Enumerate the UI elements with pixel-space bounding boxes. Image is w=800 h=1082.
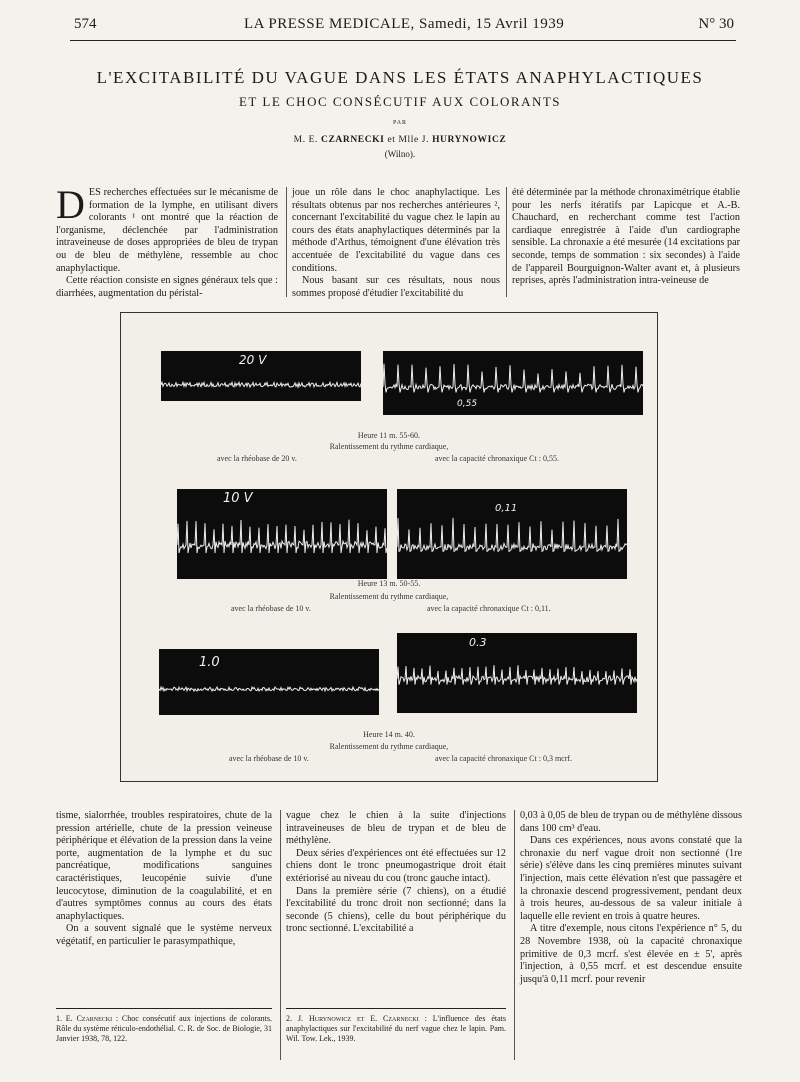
authors-prefix: M. E. [293,135,319,145]
cardiogram-trace-1b [383,351,643,415]
drop-cap: D [56,182,85,227]
trace-label: 0.3 [469,636,487,649]
caption-time: Heure 14 m. 40. [363,730,415,739]
caption-chronaxie: avec la capacité chronaxique Ct : 0,11. [427,604,551,613]
bottom-col1-paragraph-1: tisme, sialorrhée, troubles respiratoires, chute de la pression artérielle, chute de la pression veineuse périphérique et élévation de la pression dans la veine porte, augmentation de la lymphe et du suc pancréatique, modifications sanguines caractéristiques, leucopénie suivie d'une leucocytose, diminution de la coagulabilité, et en d'autres symptômes connus au cours des états anaphylactiques. [56,810,272,922]
caption-slowdown: Ralentissement du rythme cardiaque, [329,592,449,601]
cardiogram-line [161,382,361,387]
footnote-rule [286,1008,506,1009]
cardiogram-trace-1a [161,351,361,401]
caption-rheobase: avec la rhéobase de 10 v. [229,754,309,763]
page-number: 574 [74,16,97,32]
footnote-1-number: 1. E. [56,1014,73,1023]
figure-cardiograms [120,312,658,782]
cardiogram-trace-2a [177,489,387,579]
top-col2-paragraph-1: joue un rôle dans le choc anaphylactique. Les résultats obtenus par nos recherches antérieures ², concernant l'excitabilité du vague chez le lapin au cours des états anaphylactiques déterminés par la méthode d'Arthus, témoignent d'une élévation très accentuée de l'excitabilité du vague dans ces conditions. [292,187,500,274]
footnote-2 [286,1014,506,1044]
footnote-2-authors: Hurynowicz et E. Czarnecki [308,1014,419,1023]
article-title-line1: L'EXCITABILITÉ DU VAGUE DANS LES ÉTATS ANAPHYLACTIQUES [96,68,704,87]
top-col3-paragraph-1: été déterminée par la méthode chronaximétrique établie pour les nerfs itératifs par Lapicque et A.-B. Chauchard, en recherchant comme test l'action cardiaque enregistrée à l'aide d'un cardiographe sensible. La chronaxie a été mesurée (14 excitations par seconde, temps de sommation : six secondes) à l'aide de l'appareil Bourguignon-Walter avant et, à plusieurs reprises, après l'administration intra-veineuse de [512,187,740,287]
bottom-col1-paragraph-2: On a souvent signalé que le système nerveux végétatif, en particulier le parasympathique, [56,923,272,947]
footnote-1 [56,1014,272,1044]
top-col1-paragraph-2: Cette réaction consiste en signes généraux tels que : diarrhées, augmentation du péristal- [56,275,278,299]
caption-time: Heure 11 m. 55-60. [357,431,421,440]
column-divider [506,187,507,297]
bottom-col2-paragraph-3: Dans la première série (7 chiens), on a étudié l'excitabilité du tronc droit non sectionné; dans la seconde (5 chiens), celle du bout périphérique du tronc sectionné. L'excitabilité a [286,885,506,935]
trace-label: 1.0 [199,655,220,670]
column-divider [514,810,515,1060]
cardiogram-line [397,518,627,551]
trace-label: 20 V [239,353,267,367]
by-label: PAR [392,120,408,126]
running-header [74,16,734,36]
cardiogram-trace-3a [159,649,379,715]
trace-label: 0,11 [495,503,518,514]
trace-label: 10 V [223,491,253,506]
author-2: HURYNOWICZ [432,135,507,145]
authors-line [60,135,740,145]
footnote-rule [56,1008,272,1009]
bottom-col3-paragraph-3: A titre d'exemple, nous citons l'expérience n° 5, du 28 Novembre 1938, où la capacité chronaxique primitive de 0,3 mcrf. s'est élevée en ± 5', après l'injection, à 0,55 mcrf. et est descendue ensuite jusqu'à 0,11 mcrf. pour revenir [520,923,742,985]
cardiogram-trace-3b [397,633,637,713]
bottom-column-1 [56,810,272,949]
column-divider [280,810,281,1060]
bottom-column-2 [286,810,506,936]
authors-mid: et Mlle J. [387,135,430,145]
top-column-1 [56,182,278,300]
top-col1-paragraph-1: ES recherches effectuées sur le mécanisme de formation de la lymphe, en utilisant divers colorants ¹ ont montré que la réaction de l'organisme, déclenchée par l'administration intraveineuse de doses appropriées de bleu de trypan ou de bleu de méthylène, ressemble au choc anaphylactique. [56,187,278,274]
header-rule [70,40,736,41]
bottom-col3-paragraph-1: 0,03 à 0,05 de bleu de trypan ou de méthylène dissous dans 100 cm³ d'eau. [520,810,742,834]
cardiogram-trace-2b [397,489,627,579]
caption-slowdown: Ralentissement du rythme cardiaque, [329,742,449,751]
bottom-col2-paragraph-1: vague chez le chien à la suite d'injections intraveineuses de bleu de trypan et de bleu de méthylène. [286,810,506,847]
author-city: (Wilno). [384,149,416,159]
top-col2-paragraph-2: Nous basant sur ces résultats, nous nous sommes proposé d'étudier l'excitabilité du [292,275,500,299]
cardiogram-line [397,665,637,684]
bottom-col3-paragraph-2: Dans ces expériences, nous avons constaté que la chronaxie du nerf vague droit non sectionné (1re série) s'élève dans les cinq premières minutes suivant l'injection, mais cette élévation n'est que passagère et la chronaxie descend progressivement, pendant deux à trois heures, au-dessous de sa valeur initiale à laquelle elle revient en trois à quatre heures. [520,835,742,922]
cardiogram-line [383,364,643,393]
bottom-col2-paragraph-2: Deux séries d'expériences ont été effectuées sur 12 chiens dont le tronc pneumogastrique droit était extériorisé au niveau du cou (tronc gauche intact). [286,847,506,884]
author-1: CZARNECKI [321,135,385,145]
journal-title: LA PRESSE MEDICALE, Samedi, 15 Avril 1939 [244,16,565,32]
cardiogram-line [177,520,387,553]
article-title-line2: ET LE CHOC CONSÉCUTIF AUX COLORANTS [238,94,562,109]
top-column-3 [512,187,740,288]
footnote-2-number: 2. J. [286,1014,304,1023]
column-divider [286,187,287,297]
caption-chronaxie: avec la capacité chronaxique Ct : 0,3 mcrf. [435,754,573,763]
caption-time: Heure 13 m. 50-55. [357,579,421,588]
caption-slowdown: Ralentissement du rythme cardiaque, [329,442,449,451]
footnote-1-author: Czarnecki [76,1014,113,1023]
issue-number: N° 30 [698,16,734,32]
trace-label: 0,55 [457,399,478,409]
caption-rheobase: avec la rhéobase de 10 v. [231,604,311,613]
top-column-2 [292,187,500,300]
footnote-1-text: : Choc consécutif aux injections de colorants. Rôle du système réticulo-endothélial. C. R. de Soc. de Biologie, 31 Janvier 1938, 78, 122. [56,1014,273,1043]
bottom-column-3 [520,810,742,986]
cardiogram-line [159,687,379,691]
caption-rheobase: avec la rhéobase de 20 v. [217,454,297,463]
footnote-2-text: : L'influence des états anaphylactiques sur l'excitabilité du nerf vague chez le lapin. Pam. Wil. Tow. Lek., 1939. [286,1014,507,1043]
caption-chronaxie: avec la capacité chronaxique Ct : 0,55. [435,454,559,463]
